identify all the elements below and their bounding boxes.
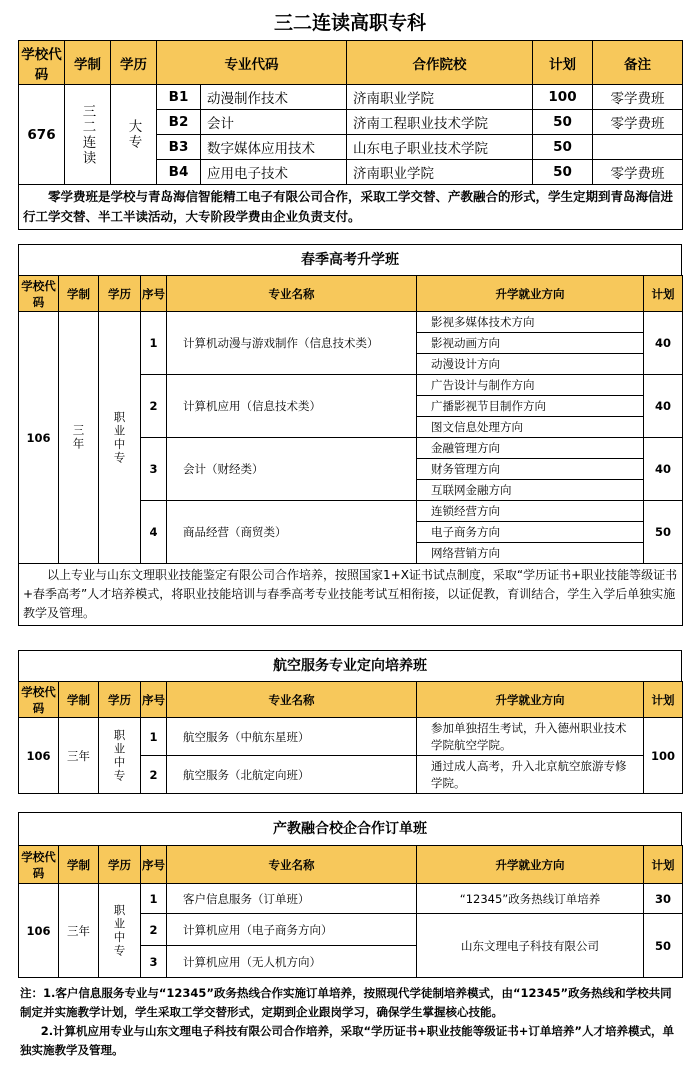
school-code: 676 — [19, 85, 65, 185]
direction: 参加单独招生考试，升入德州职业技术学院航空学院。 — [417, 718, 644, 756]
major-name: 会计（财经类） — [167, 438, 417, 501]
section-aviation — [18, 650, 682, 794]
header-level: 学历 — [111, 41, 157, 85]
header-direction: 升学就业方向 — [417, 846, 644, 884]
section-title: 三二连读高职专科 — [273, 12, 426, 34]
system-cell: 三二连读 — [79, 103, 96, 166]
direction: 山东文理电子科技有限公司 — [417, 914, 644, 978]
header-level: 学历 — [99, 276, 141, 312]
plan-value: 50 — [533, 135, 593, 160]
section-title: 产教融合校企合作订单班 — [18, 812, 682, 845]
row-no: 2 — [141, 756, 167, 794]
section-note: 零学费班是学校与青岛海信智能精工电子有限公司合作，采取工学交替、产教融合的形式，学生定期到青岛海信进行工学交替、半工半读活动，大专阶段学费由企业负责支付。 — [23, 189, 674, 224]
college-name: 济南职业学院 — [347, 85, 533, 110]
major-name: 计算机动漫与游戏制作（信息技术类） — [167, 312, 417, 375]
direction: 通过成人高考，升入北京航空旅游专修学院。 — [417, 756, 644, 794]
plan-value: 50 — [644, 914, 683, 978]
level-cell: 职业中专 — [112, 728, 127, 783]
remark-value: 零学费班 — [593, 85, 683, 110]
row-no: 3 — [141, 438, 167, 501]
plan-value: 50 — [533, 110, 593, 135]
school-code: 106 — [19, 718, 59, 794]
header-system: 学制 — [59, 276, 99, 312]
header-level: 学历 — [99, 682, 141, 718]
header-plan: 计划 — [533, 41, 593, 85]
header-school-code: 学校代码 — [19, 41, 65, 85]
direction: 电子商务方向 — [417, 522, 644, 543]
program-table — [18, 40, 683, 230]
level-cell: 职业中专 — [112, 903, 127, 958]
college-name: 济南工程职业技术学院 — [347, 110, 533, 135]
row-no: 1 — [141, 312, 167, 375]
program-table — [18, 275, 683, 626]
header-direction: 升学就业方向 — [417, 682, 644, 718]
header-school-code: 学校代码 — [19, 276, 59, 312]
header-no: 序号 — [141, 682, 167, 718]
header-system: 学制 — [65, 41, 111, 85]
header-major-code: 专业代码 — [157, 41, 347, 85]
direction: 连锁经营方向 — [417, 501, 644, 522]
system-cell: 三年 — [59, 718, 99, 794]
row-no: 2 — [141, 375, 167, 438]
college-name: 济南职业学院 — [347, 160, 533, 185]
direction: 影视多媒体技术方向 — [417, 312, 644, 333]
section-note: 以上专业与山东文理职业技能鉴定有限公司合作培养，按照国家1+X证书试点制度，采取“学历证书+职业技能等级证书+春季高考”人才培养模式，将职业技能培训与春季高考专业技能考试互相衔接，以证促教，育训结合，学生入学后单独实施教学及管理。 — [23, 568, 678, 620]
direction: 财务管理方向 — [417, 459, 644, 480]
row-no: 2 — [141, 914, 167, 946]
major-name: 客户信息服务（订单班） — [167, 884, 417, 914]
direction: 广播影视节目制作方向 — [417, 396, 644, 417]
header-major: 专业名称 — [167, 846, 417, 884]
header-school-code: 学校代码 — [19, 846, 59, 884]
header-plan: 计划 — [644, 276, 683, 312]
section-title: 春季高考升学班 — [18, 244, 682, 275]
major-name: 应用电子技术 — [201, 160, 347, 185]
header-school-code: 学校代码 — [19, 682, 59, 718]
row-no: 1 — [141, 884, 167, 914]
header-college: 合作院校 — [347, 41, 533, 85]
header-plan: 计划 — [644, 682, 683, 718]
section-title: 航空服务专业定向培养班 — [18, 650, 682, 681]
program-table — [18, 681, 683, 794]
direction: 影视动画方向 — [417, 333, 644, 354]
major-code: B4 — [157, 160, 201, 185]
major-name: 数字媒体应用技术 — [201, 135, 347, 160]
direction: 互联网金融方向 — [417, 480, 644, 501]
major-name: 航空服务（中航东星班） — [167, 718, 417, 756]
plan-value: 100 — [644, 718, 683, 794]
program-table — [18, 845, 683, 978]
plan-value: 40 — [644, 375, 683, 438]
row-no: 1 — [141, 718, 167, 756]
header-system: 学制 — [59, 846, 99, 884]
plan-value: 40 — [644, 312, 683, 375]
header-plan: 计划 — [644, 846, 683, 884]
header-major: 专业名称 — [167, 276, 417, 312]
major-code: B1 — [157, 85, 201, 110]
remark-value: 零学费班 — [593, 110, 683, 135]
plan-value: 50 — [533, 160, 593, 185]
school-code: 106 — [19, 884, 59, 978]
major-name: 航空服务（北航定向班） — [167, 756, 417, 794]
major-code: B3 — [157, 135, 201, 160]
header-system: 学制 — [59, 682, 99, 718]
level-cell: 职业中专 — [112, 410, 127, 465]
footnote-2: 2.计算机应用专业与山东文理电子科技有限公司合作培养，采取“学历证书+职业技能等级证书+订单培养”人才培养模式，单独实施教学及管理。 — [20, 1024, 674, 1057]
header-no: 序号 — [141, 276, 167, 312]
header-no: 序号 — [141, 846, 167, 884]
direction: “12345”政务热线订单培养 — [417, 884, 644, 914]
header-remark: 备注 — [593, 41, 683, 85]
direction: 金融管理方向 — [417, 438, 644, 459]
plan-value: 30 — [644, 884, 683, 914]
header-major: 专业名称 — [167, 682, 417, 718]
direction: 动漫设计方向 — [417, 354, 644, 375]
footnote — [18, 984, 682, 1060]
direction: 网络营销方向 — [417, 543, 644, 564]
major-name: 计算机应用（电子商务方向） — [167, 914, 417, 946]
plan-value: 100 — [533, 85, 593, 110]
header-direction: 升学就业方向 — [417, 276, 644, 312]
remark-value: 零学费班 — [593, 160, 683, 185]
system-cell: 三年 — [59, 884, 99, 978]
remark-value — [593, 135, 683, 160]
major-name: 会计 — [201, 110, 347, 135]
footnote-1: 注：1.客户信息服务专业与“12345”政务热线合作实施订单培养，按照现代学徒制培养模式，由“12345”政务热线和学校共同制定并实施教学计划，学生采取工学交替形式，定期到企业跟岗学习，确保学生掌握核心技能。 — [20, 986, 672, 1019]
major-code: B2 — [157, 110, 201, 135]
major-name: 计算机应用（信息技术类） — [167, 375, 417, 438]
row-no: 3 — [141, 946, 167, 978]
level-cell: 大专 — [125, 119, 142, 150]
college-name: 山东电子职业技术学院 — [347, 135, 533, 160]
header-level: 学历 — [99, 846, 141, 884]
system-cell: 三年 — [71, 424, 86, 451]
major-name: 计算机应用（无人机方向） — [167, 946, 417, 978]
school-code: 106 — [19, 312, 59, 564]
major-name: 动漫制作技术 — [201, 85, 347, 110]
row-no: 4 — [141, 501, 167, 564]
section-spring-exam — [18, 244, 682, 626]
plan-value: 50 — [644, 501, 683, 564]
direction: 图文信息处理方向 — [417, 417, 644, 438]
section-order-class — [18, 812, 682, 1060]
section-32-program — [18, 6, 682, 230]
major-name: 商品经营（商贸类） — [167, 501, 417, 564]
direction: 广告设计与制作方向 — [417, 375, 644, 396]
plan-value: 40 — [644, 438, 683, 501]
